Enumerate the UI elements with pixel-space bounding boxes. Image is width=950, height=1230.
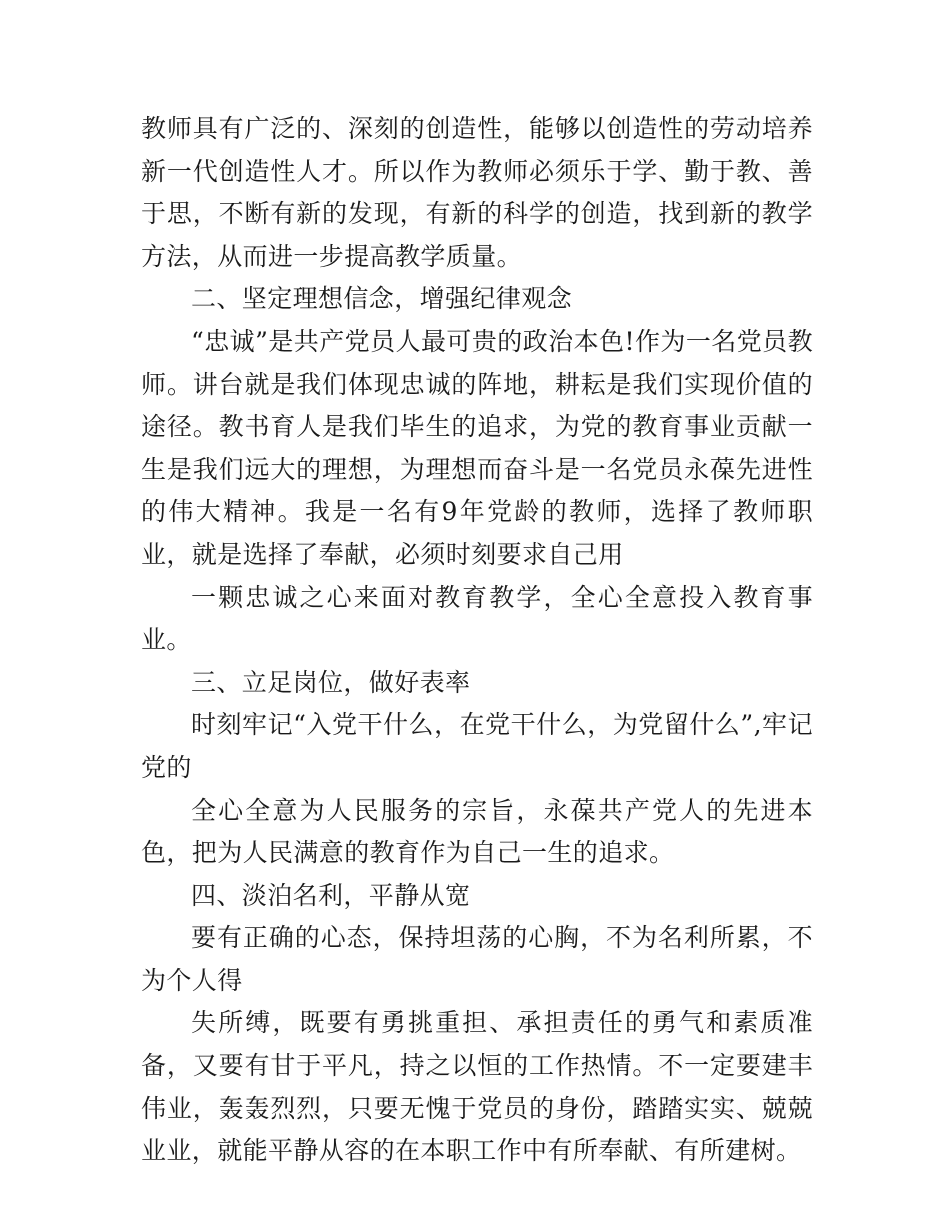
paragraph-10: 失所缚，既要有勇挑重担、承担责任的勇气和素质准备，又要有甘于平凡，持之以恒的工作热情。不一定要建丰伟业，轰轰烈烈，只要无愧于党员的身份，踏踏实实、兢兢业业，就能平静从容的在本职工作中有所奉献、有所建树。 [141,1008,813,1166]
paragraph-9: 要有正确的心态，保持坦荡的心胸，不为名利所累，不为个人得 [141,923,813,995]
paragraph-6: 时刻牢记“入党干什么，在党干什么，为党留什么”,牢记党的 [141,710,813,782]
section-heading-2: 二、坚定理想信念，增强纪律观念 [191,284,573,314]
paragraph-7: 全心全意为人民服务的宗旨，永葆共产党人的先进本色，把为人民满意的教育作为自己一生的追求。 [141,795,813,868]
section-heading-4: 四、淡泊名利，平静从宽 [191,880,471,910]
paragraph-3: “忠诚”是共产党员人最可贵的政治本色!作为一名党员教师。讲台就是我们体现忠诚的阵地，耕耘是我们实现价值的途径。教书育人是我们毕生的追求，为党的教育事业贡献一生是我们远大的理想，为理想而奋斗是一名党员永葆先进性的伟大精神。我是一名有9年党龄的教师，选择了教师职业，就是选择了奉献，必须时刻要求自己用 [141,326,813,569]
document-page [141,108,813,1173]
paragraph-1: 教师具有广泛的、深刻的创造性，能够以创造性的劳动培养新一代创造性人才。所以作为教师必须乐于学、勤于教、善于思，不断有新的发现，有新的科学的创造，找到新的教学方法，从而进一步提高教学质量。 [141,114,813,271]
section-heading-3: 三、立足岗位，做好表率 [191,667,471,697]
paragraph-4: 一颗忠诚之心来面对教育教学，全心全意投入教育事业。 [141,582,813,655]
